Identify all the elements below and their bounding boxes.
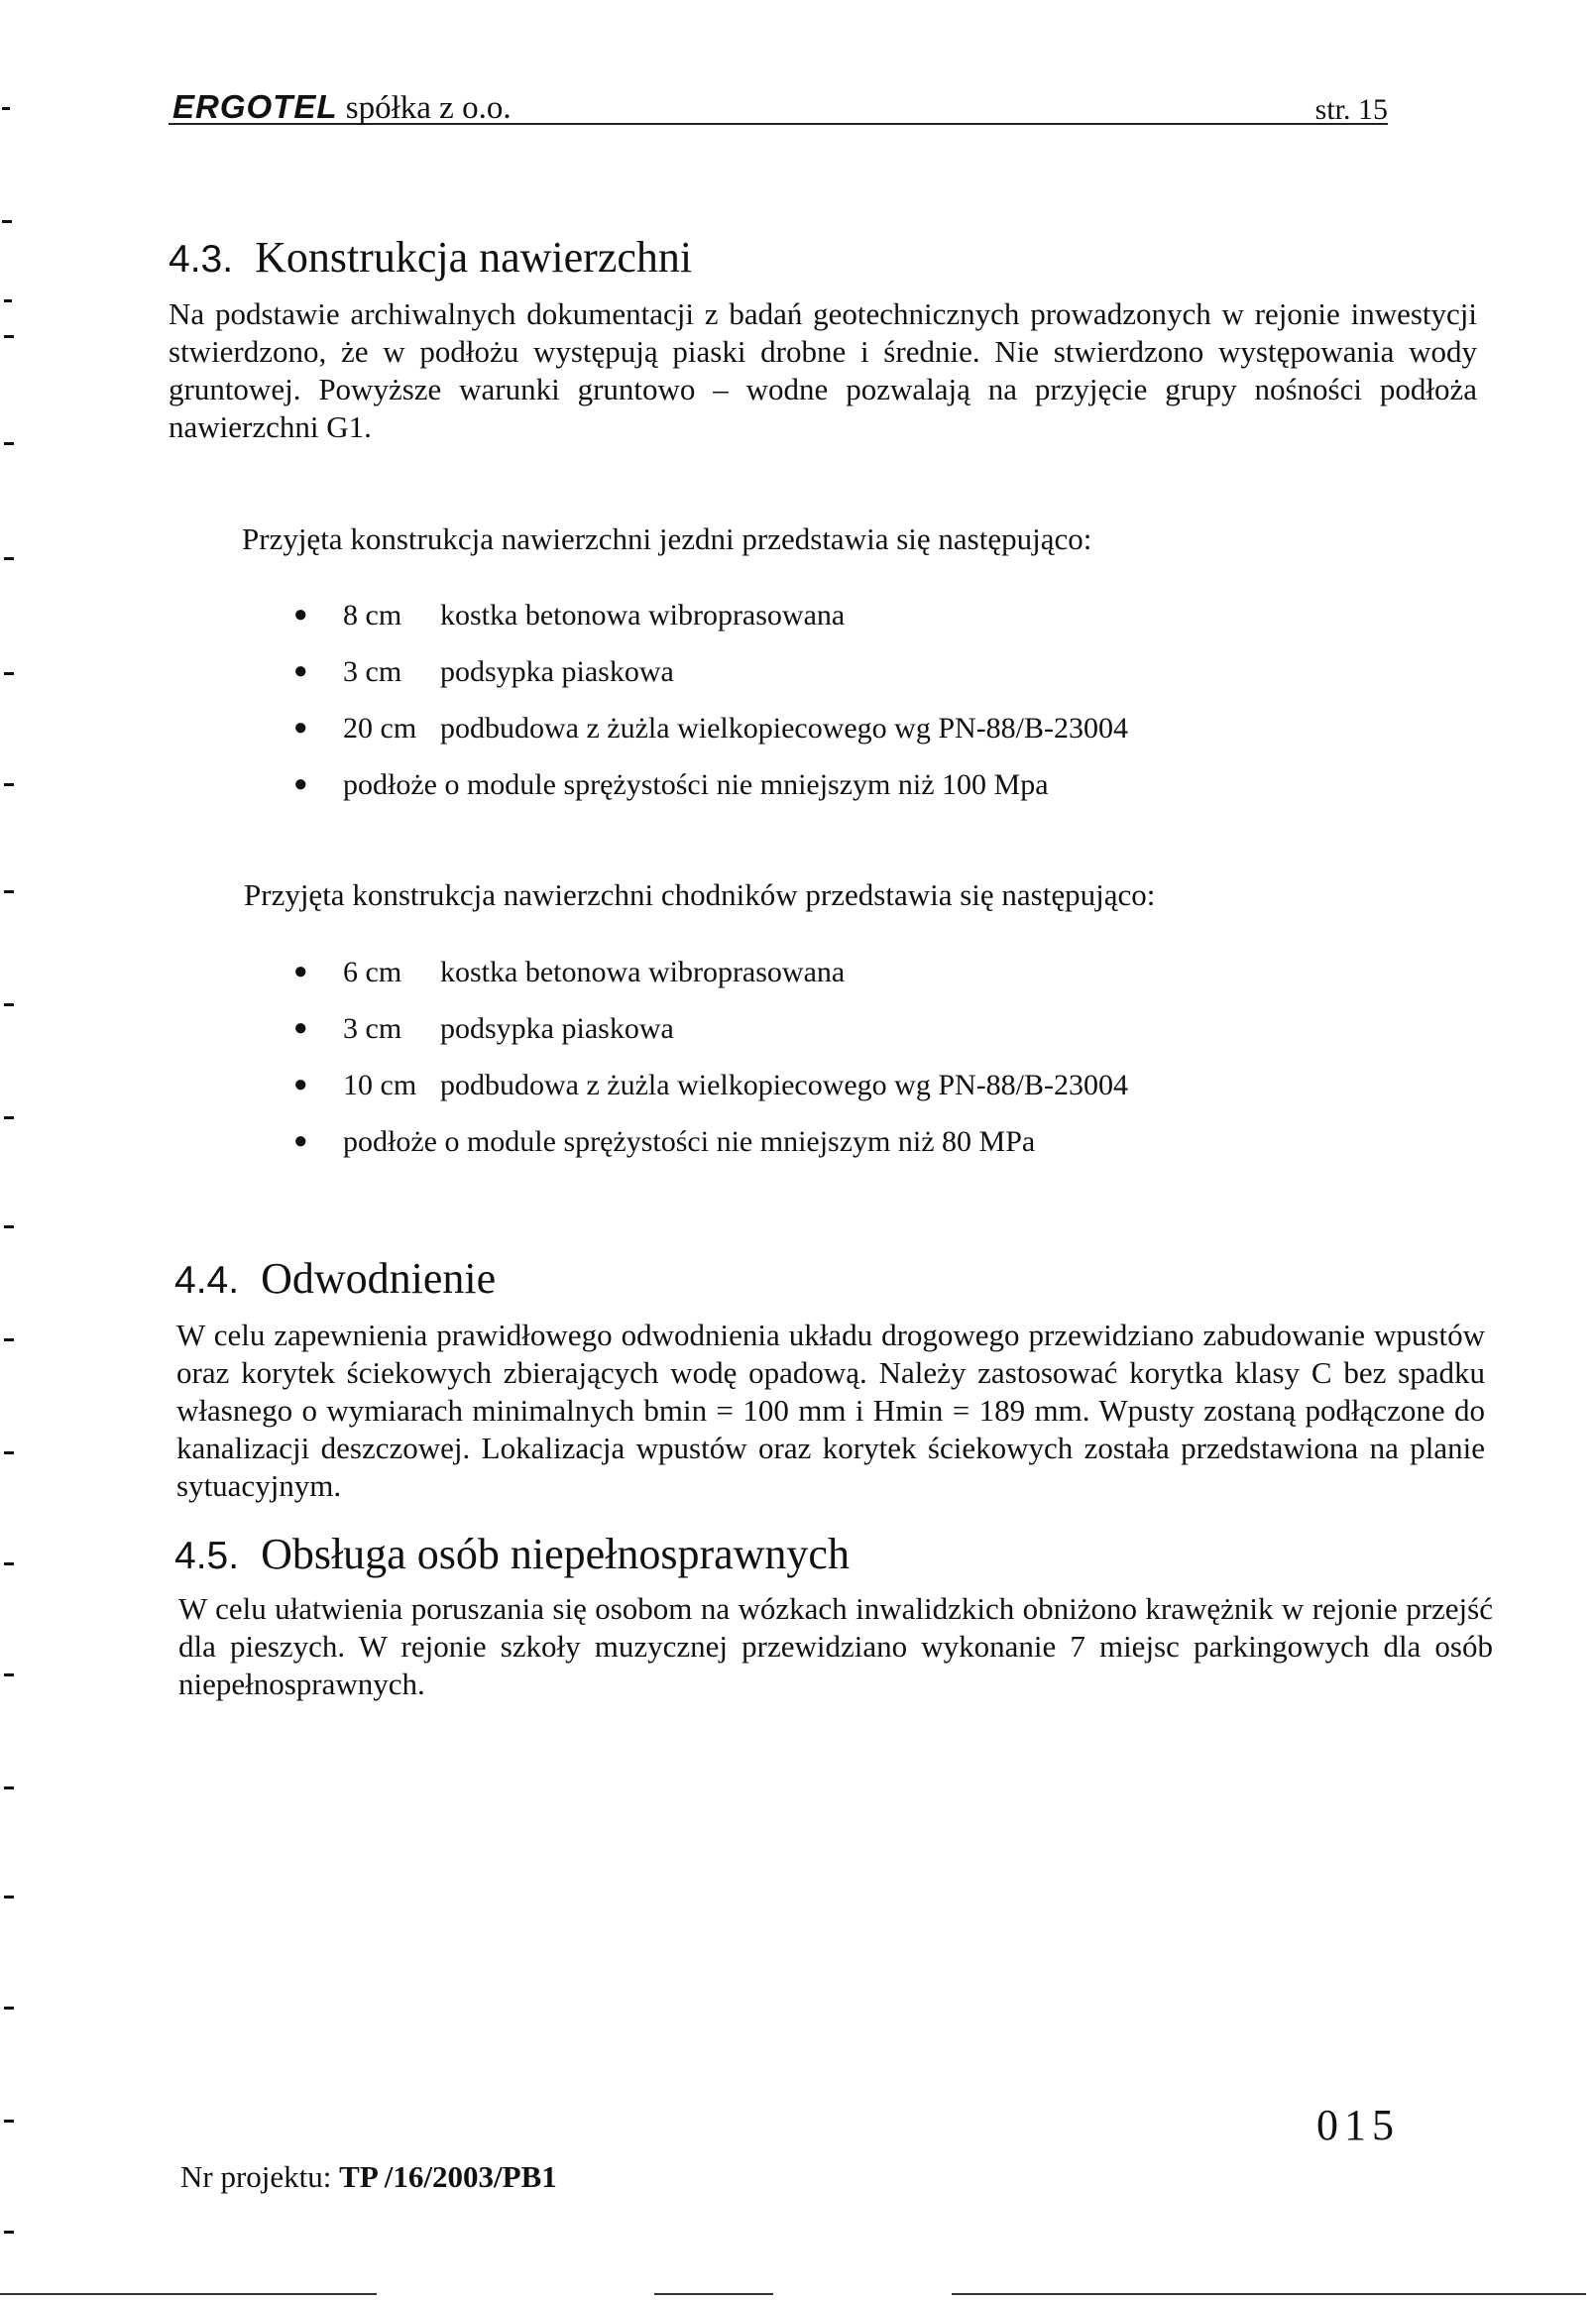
scan-mark [4,1896,14,1899]
section-number: 4.4. [174,1259,240,1302]
scan-mark [4,299,12,302]
project-number: TP /16/2003/PB1 [339,2159,557,2194]
company-name [172,88,512,127]
sidewalk-intro: Przyjęta konstrukcja nawierzchni chodników przedstawia się następująco: [244,877,1156,912]
company-logo-text: ERGOTEL [172,88,338,125]
scan-mark [4,1673,14,1676]
sheet-number: 015 [1316,2101,1400,2149]
section-heading-4-4 [174,1254,497,1303]
scan-mark [4,1562,14,1565]
section-heading-4-3 [169,233,693,282]
scan-mark [4,2120,14,2123]
section-number: 4.5. [174,1535,240,1577]
section-4-4-paragraph: W celu zapewnienia prawidłowego odwodnienia układu drogowego przewidziano zabudowanie wpustów oraz korytek ściekowych zbierających wodę opadową. Należy zastosować korytka klasy C bez spadku własnego o wymiarach minimalnych bmin = 100 mm i Hmin = 189 mm. Wpusty zostaną podłączone do kanalizacji deszczowej. Lokalizacja wpustów oraz korytek ściekowych została przedstawiona na planie sytuacyjnym. [176,1318,1485,1503]
scan-mark [4,783,14,786]
section-4-5-paragraph: W celu ułatwienia poruszania się osobom na wózkach inwalidzkich obniżono krawężnik w rejonie przejść dla pieszych. W rejonie szkoły muzycznej przewidziano wykonanie 7 miejsc parkingowych dla osób niepełnosprawnych. [178,1591,1493,1701]
project-label: Nr projektu: [180,2159,340,2194]
scan-mark [2,107,10,110]
scan-rule [952,2293,1586,2295]
scan-mark [4,2231,14,2234]
scan-mark [4,557,14,560]
project-number-footer [180,2159,557,2195]
scan-mark [4,2007,14,2010]
scan-rule [0,2293,377,2295]
scan-mark [4,890,14,893]
scan-mark [2,220,12,223]
scan-mark [4,1225,14,1228]
page-number: str. 15 [1314,93,1388,126]
section-heading-4-5 [174,1530,850,1578]
section-title: Odwodnienie [261,1254,497,1303]
scan-mark [4,1786,14,1789]
roadway-intro: Przyjęta konstrukcja nawierzchni jezdni przedstawia się następująco: [242,521,1092,556]
scan-mark [4,1338,14,1341]
section-number: 4.3. [169,238,234,281]
section-title: Konstrukcja nawierzchni [255,233,693,282]
section-title: Obsługa osób niepełnosprawnych [261,1530,850,1578]
scan-mark [4,1451,14,1454]
scan-mark [4,672,14,675]
company-legal-form: spółka z o.o. [337,90,512,126]
page-header [169,73,1388,125]
scan-mark [4,442,14,445]
document-page: ERGOTEL spółka z o.o. str. 15 4.3. Konstrukcja nawierzchni Na podstawie archiwalnych dokumentacji z badań geotechnicznych prowadzonych w rejonie inwestycji stwierdzono, że w podłożu występują piaski drobne i średnie. Nie stwierdzono występowania wody gruntowej. Powyższe warunki gruntowo – wodne pozwalają na przyjęcie grupy nośności podłoża nawierzchni G1. Przyjęta konstrukcja nawierzchni jezdni przedstawia się następująco: ● 8 cm kostka betonowa wibroprasowana ● 3 cm podsypka piaskowa ● 20 cm podbudowa z żużla wielkopiecowego wg PN-88/B-23004 ● podłoże o module sprężystości nie mniejszym niż 100 Mpa Przyjęta konstrukcja nawierzchni chodników przedstawia się następująco: ● 6 cm kostka betonowa wibroprasowana ● 3 cm podsypka piaskowa ● 10 cm podbudowa z żużla wielkopiecowego wg PN-88/B-23004 ● podłoże o module sprężystości nie mniejszym niż 80 MPa 4.4. Odwodnienie W celu zapewnienia prawidłowego odwodnienia układu drogowego przewidziano zabudowanie wpustów oraz korytek ściekowych zbierających wodę opadową. Należy zastosować korytka klasy C bez spadku własnego o wymiarach minimalnych bmin = 100 mm i Hmin = 189 mm. Wpusty zostaną podłączone do kanalizacji deszczowej. Lokalizacja wpustów oraz korytek ściekowych została przedstawiona na planie sytuacyjnym. 4.5. Obsługa osób niepełnosprawnych W celu ułatwienia poruszania się osobom na wózkach inwalidzkich obniżono krawężnik w rejonie przejść dla pieszych. W rejonie szkoły muzycznej przewidziano wykonanie 7 miejsc parkingowych dla osób niepełnosprawnych. 015 Nr projektu: TP /16/2003/PB1 [0,0,1596,2302]
scan-rule [654,2293,773,2295]
scan-mark [4,1003,14,1006]
scan-mark [4,1116,14,1119]
section-4-3-paragraph: Na podstawie archiwalnych dokumentacji z badań geotechnicznych prowadzonych w rejonie inwestycji stwierdzono, że w podłożu występują piaski drobne i średnie. Nie stwierdzono występowania wody gruntowej. Powyższe warunki gruntowo – wodne pozwalają na przyjęcie grupy nośności podłoża nawierzchni G1. [169,296,1477,444]
scan-mark [4,335,14,338]
